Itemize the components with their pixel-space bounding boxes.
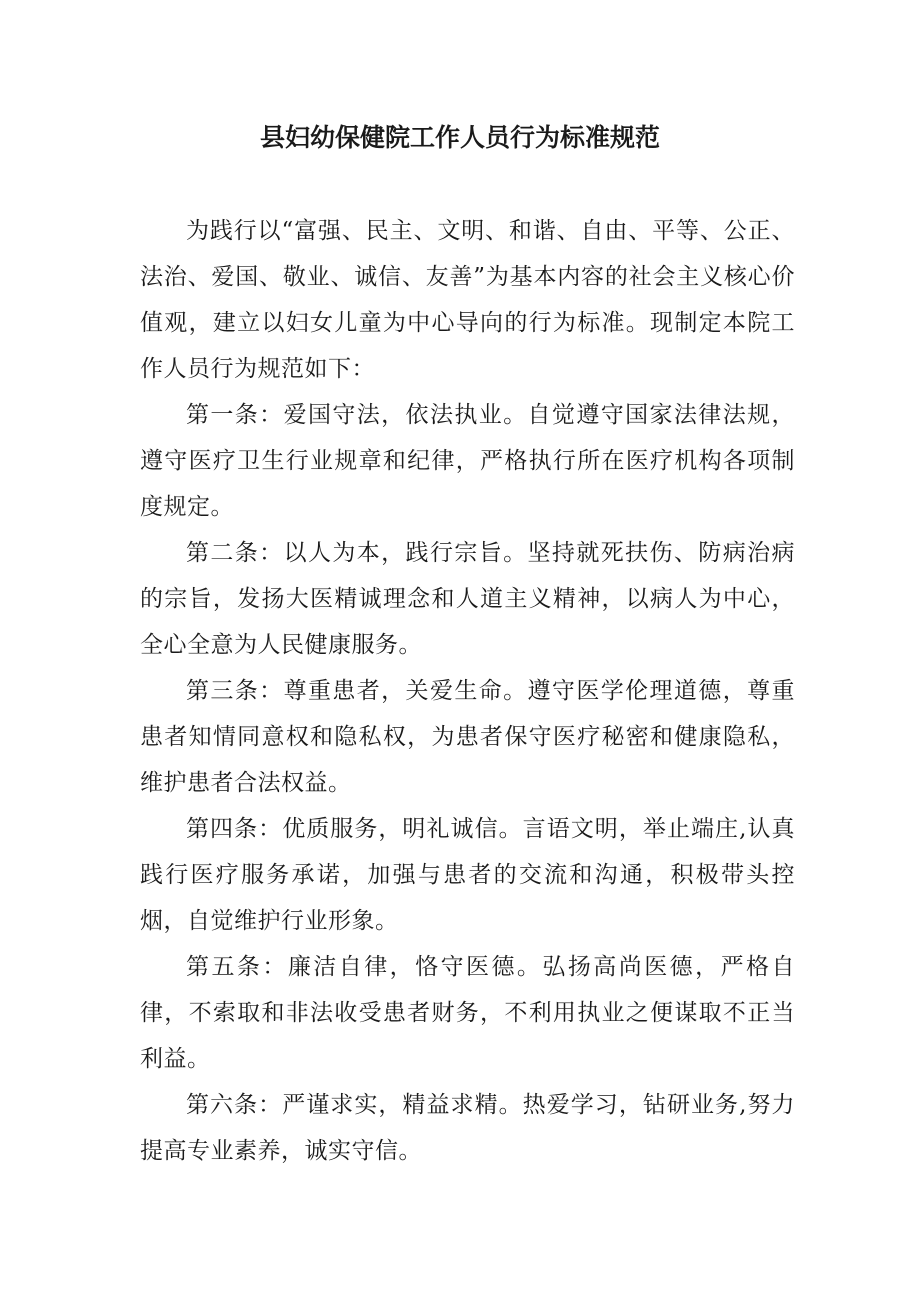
document-title: 县妇幼保健院工作人员行为标准规范 bbox=[259, 123, 660, 152]
document-body bbox=[140, 208, 795, 1174]
intro-paragraph: 为践行以“富强、民主、文明、和谐、自由、平等、公正、法治、爱国、敬业、诚信、友善”为基本内容的社会主义核心价值观，建立以妇女儿童为中心导向的行为标准。现制定本院工作人员行为规范如下： bbox=[140, 218, 795, 382]
article-2-paragraph: 第二条：以人为本，践行宗旨。坚持就死扶伤、防病治病的宗旨，发扬大医精诚理念和人道主义精神，以病人为中心，全心全意为人民健康服务。 bbox=[140, 540, 795, 658]
article-1-paragraph: 第一条：爱国守法，依法执业。自觉遵守国家法律法规，遵守医疗卫生行业规章和纪律，严格执行所在医疗机构各项制度规定。 bbox=[140, 402, 795, 520]
article-4-paragraph: 第四条：优质服务，明礼诚信。言语文明，举止端庄,认真践行医疗服务承诺，加强与患者的交流和沟通，积极带头控烟，自觉维护行业形象。 bbox=[140, 816, 795, 934]
article-3-paragraph: 第三条：尊重患者，关爱生命。遵守医学伦理道德，尊重患者知情同意权和隐私权，为患者保守医疗秘密和健康隐私，维护患者合法权益。 bbox=[140, 678, 795, 796]
article-5-paragraph: 第五条：廉洁自律，恪守医德。弘扬高尚医德，严格自律，不索取和非法收受患者财务，不利用执业之便谋取不正当利益。 bbox=[140, 954, 795, 1072]
article-6-paragraph: 第六条：严谨求实，精益求精。热爱学习，钻研业务,努力提高专业素养，诚实守信。 bbox=[140, 1092, 795, 1164]
